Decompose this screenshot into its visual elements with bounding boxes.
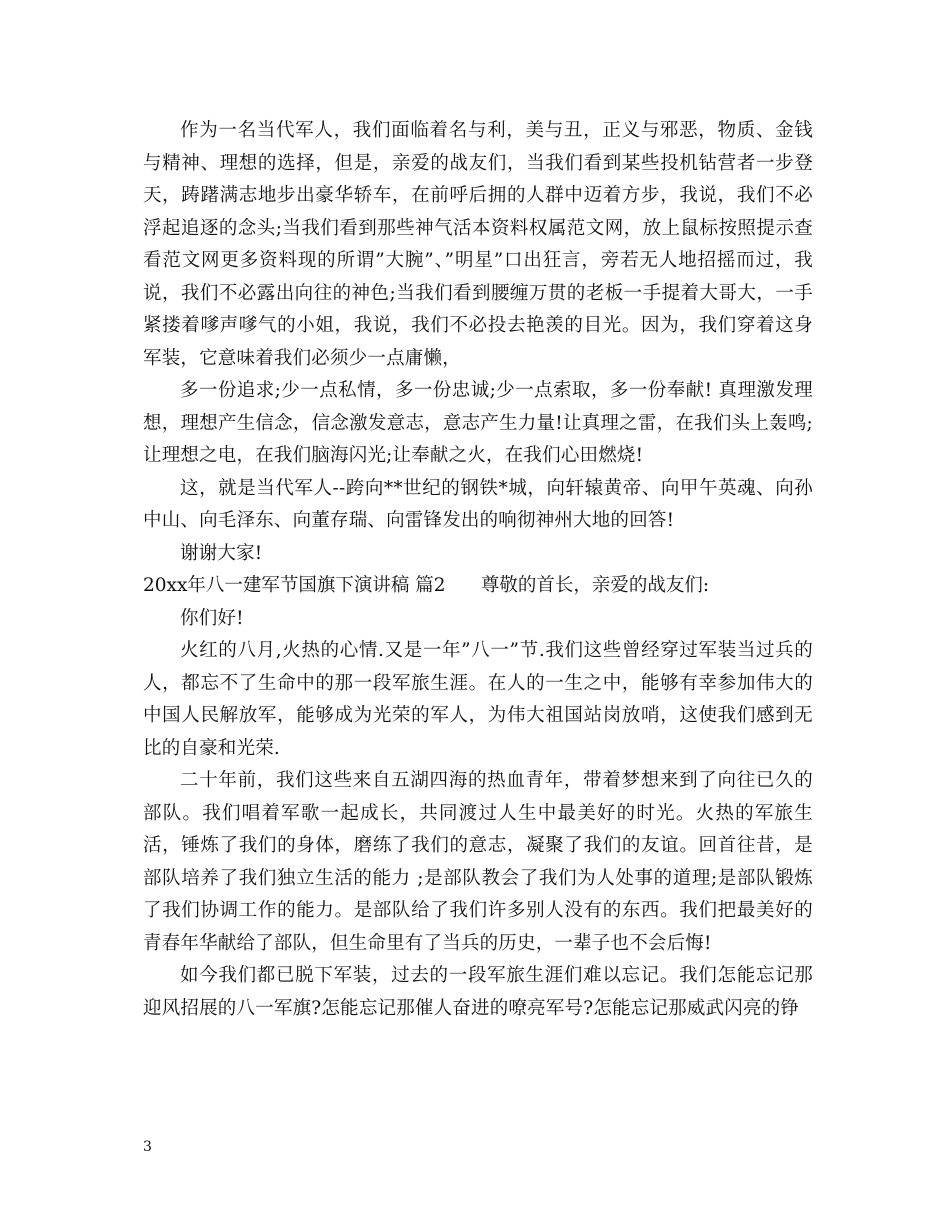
paragraph-2: 多一份追求;少一点私情，多一份忠诚;少一点索取，多一份奉献! 真理激发理想，理想产生信念，信念激发意志，意志产生力量!让真理之雷，在我们头上轰鸣;让理想之电，在我们脑海闪光;让奉献之火，在我们心田燃烧! [143,380,813,466]
page-number: 3 [143,1139,152,1155]
paragraph-4: 谢谢大家! [180,542,263,564]
paragraph-3: 这，就是当代军人--跨向**世纪的钢铁*城，向轩辕黄帝、向甲午英魂、向孙中山、向毛泽东、向董存瑞、向雷锋发出的响彻神州大地的回答! [143,477,813,531]
document-body [143,115,813,1025]
paragraph-8: 如今我们都已脱下军装，过去的一段军旅生涯们难以忘记。我们怎能忘记那迎风招展的八一军旗?怎能忘记那催人奋进的嘹亮军号?怎能忘记那威武闪亮的铮 [143,965,813,1019]
paragraph-7: 二十年前，我们这些来自五湖四海的热血青年，带着梦想来到了向往已久的部队。我们唱着军歌一起成长，共同渡过人生中最美好的时光。火热的军旅生活，锤炼了我们的身体，磨练了我们的意志，凝聚了我们的友谊。回首往昔，是部队培养了我们独立生活的能力 ;是部队教会了我们为人处事的道理;是部队锻炼了我们协调工作的能力。是部队给了我们许多别人没有的东西。我们把最美好的青春年华献给了部队，但生命里有了当兵的历史，一辈子也不会后悔! [143,770,813,954]
paragraph-1: 作为一名当代军人，我们面临着名与利，美与丑，正义与邪恶，物质、金钱与精神、理想的选择，但是，亲爱的战友们，当我们看到某些投机钻营者一步登天，踌躇满志地步出豪华轿车，在前呼后拥的人群中迈着方步，我说，我们不必浮起追逐的念头;当我们看到那些神气活本资料权属范文网，放上鼠标按照提示查看范文网更多资料现的所谓”大腕”、”明星”口出狂言，旁若无人地招摇而过，我说，我们不必露出向往的神色;当我们看到腰缠万贯的老板一手提着大哥大，一手紧搂着嗲声嗲气的小姐，我说，我们不必投去艳羡的目光。因为，我们穿着这身军装，它意味着我们必须少一点庸懒， [143,120,813,369]
section-heading-line: 20xx年八一建军节国旗下演讲稿 篇2 尊敬的首长，亲爱的战友们: [143,575,710,596]
paragraph-6: 火红的八月,火热的心情.又是一年”八一”节.我们这些曾经穿过军装当过兵的人，都忘不了生命中的那一段军旅生涯。在人的一生之中，能够有幸参加伟大的中国人民解放军，能够成为光荣的军人，为伟大祖国站岗放哨，这使我们感到无比的自豪和光荣. [143,640,813,759]
paragraph-5: 你们好! [180,607,244,629]
